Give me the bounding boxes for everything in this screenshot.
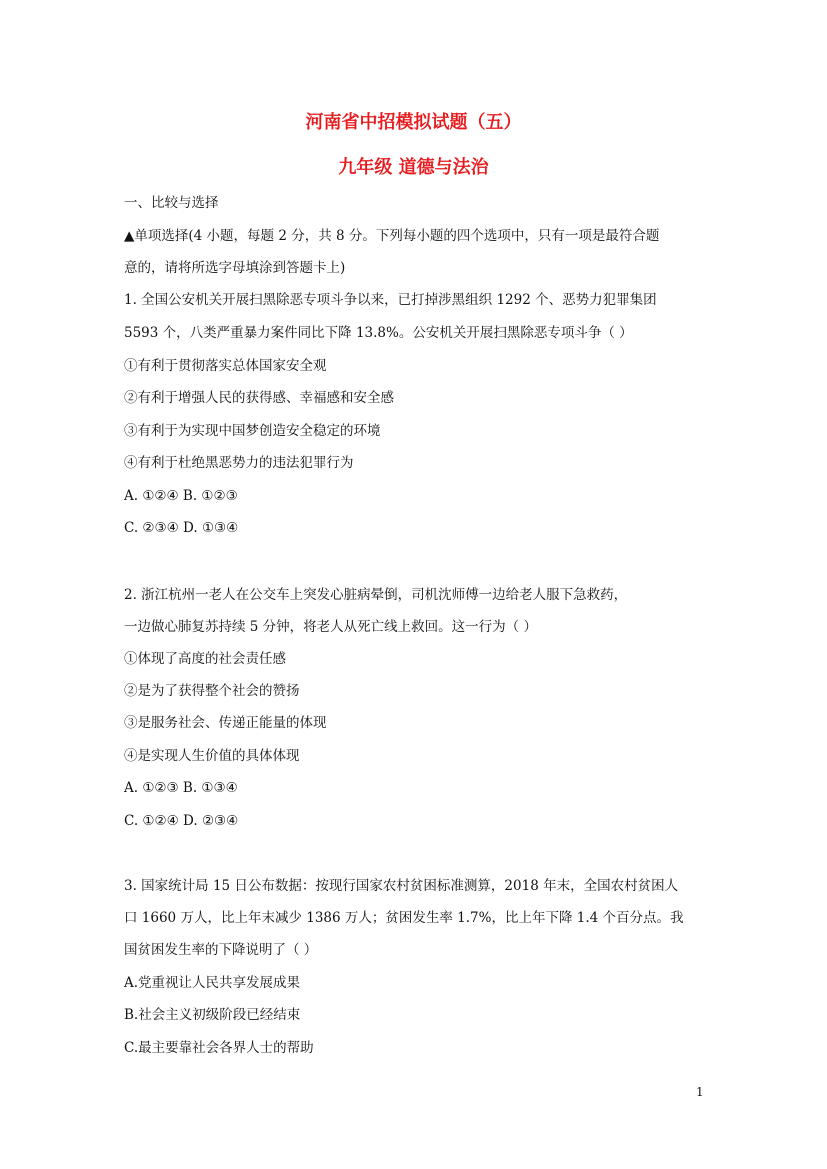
instructions-line: ▲单项选择(4 小题，每题 2 分，共 8 分。下列每小题的四个选项中，只有一项是最符合题: [124, 228, 660, 244]
q1-stem-line: 1. 全国公安机关开展扫黑除恶专项斗争以来，已打掉涉黑组织 1292 个、恶势力犯罪集团: [124, 292, 657, 308]
q3-option: A.党重视让人民共享发展成果: [124, 975, 301, 991]
q1-options: A. ①②④ B. ①②③: [124, 488, 238, 504]
q3-stem-line: 口 1660 万人，比上年末减少 1386 万人；贫困发生率 1.7%，比上年下降 1.4 个百分点。我: [124, 910, 684, 926]
q1-options: C. ②③④ D. ①③④: [124, 520, 239, 536]
q1-statement: ①有利于贯彻落实总体国家安全观: [124, 358, 327, 374]
q2-statement: ②是为了获得整个社会的赞扬: [124, 683, 300, 699]
q2-stem-line: 2. 浙江杭州一老人在公交车上突发心脏病晕倒，司机沈师傅一边给老人服下急救药，: [124, 587, 628, 603]
section-heading: 一、比较与选择: [124, 195, 219, 211]
q2-options: C. ①②④ D. ②③④: [124, 813, 239, 829]
q1-stem-line: 5593 个，八类严重暴力案件同比下降 13.8%。公安机关开展扫黑除恶专项斗争（ ）: [124, 325, 633, 341]
q3-stem-line: 3. 国家统计局 15 日公布数据：按现行国家农村贫困标准测算，2018 年末，全国农村贫困人: [124, 878, 679, 894]
q1-statement: ③有利于为实现中国梦创造安全稳定的环境: [124, 423, 381, 439]
q2-stem-line: 一边做心肺复苏持续 5 分钟，将老人从死亡线上救回。这一行为（ ）: [124, 619, 537, 635]
exam-title: 河南省中招模拟试题（五）: [305, 112, 522, 133]
q3-stem-line: 国贫困发生率的下降说明了（ ）: [124, 942, 318, 958]
q2-options: A. ①②③ B. ①③④: [124, 780, 238, 796]
page-number: 1: [696, 1085, 704, 1099]
q2-statement: ④是实现人生价值的具体体现: [124, 748, 300, 764]
instructions-line: 意的，请将所选字母填涂到答题卡上): [124, 260, 346, 276]
q2-statement: ①体现了高度的社会责任感: [124, 651, 286, 667]
q1-statement: ④有利于杜绝黑恶势力的违法犯罪行为: [124, 455, 354, 471]
q3-option: B.社会主义初级阶段已经结束: [124, 1007, 301, 1023]
q3-option: C.最主要靠社会各界人士的帮助: [124, 1040, 314, 1056]
q1-statement: ②有利于增强人民的获得感、幸福感和安全感: [124, 390, 394, 406]
q2-statement: ③是服务社会、传递正能量的体现: [124, 715, 327, 731]
exam-subtitle: 九年级 道德与法治: [338, 157, 489, 178]
